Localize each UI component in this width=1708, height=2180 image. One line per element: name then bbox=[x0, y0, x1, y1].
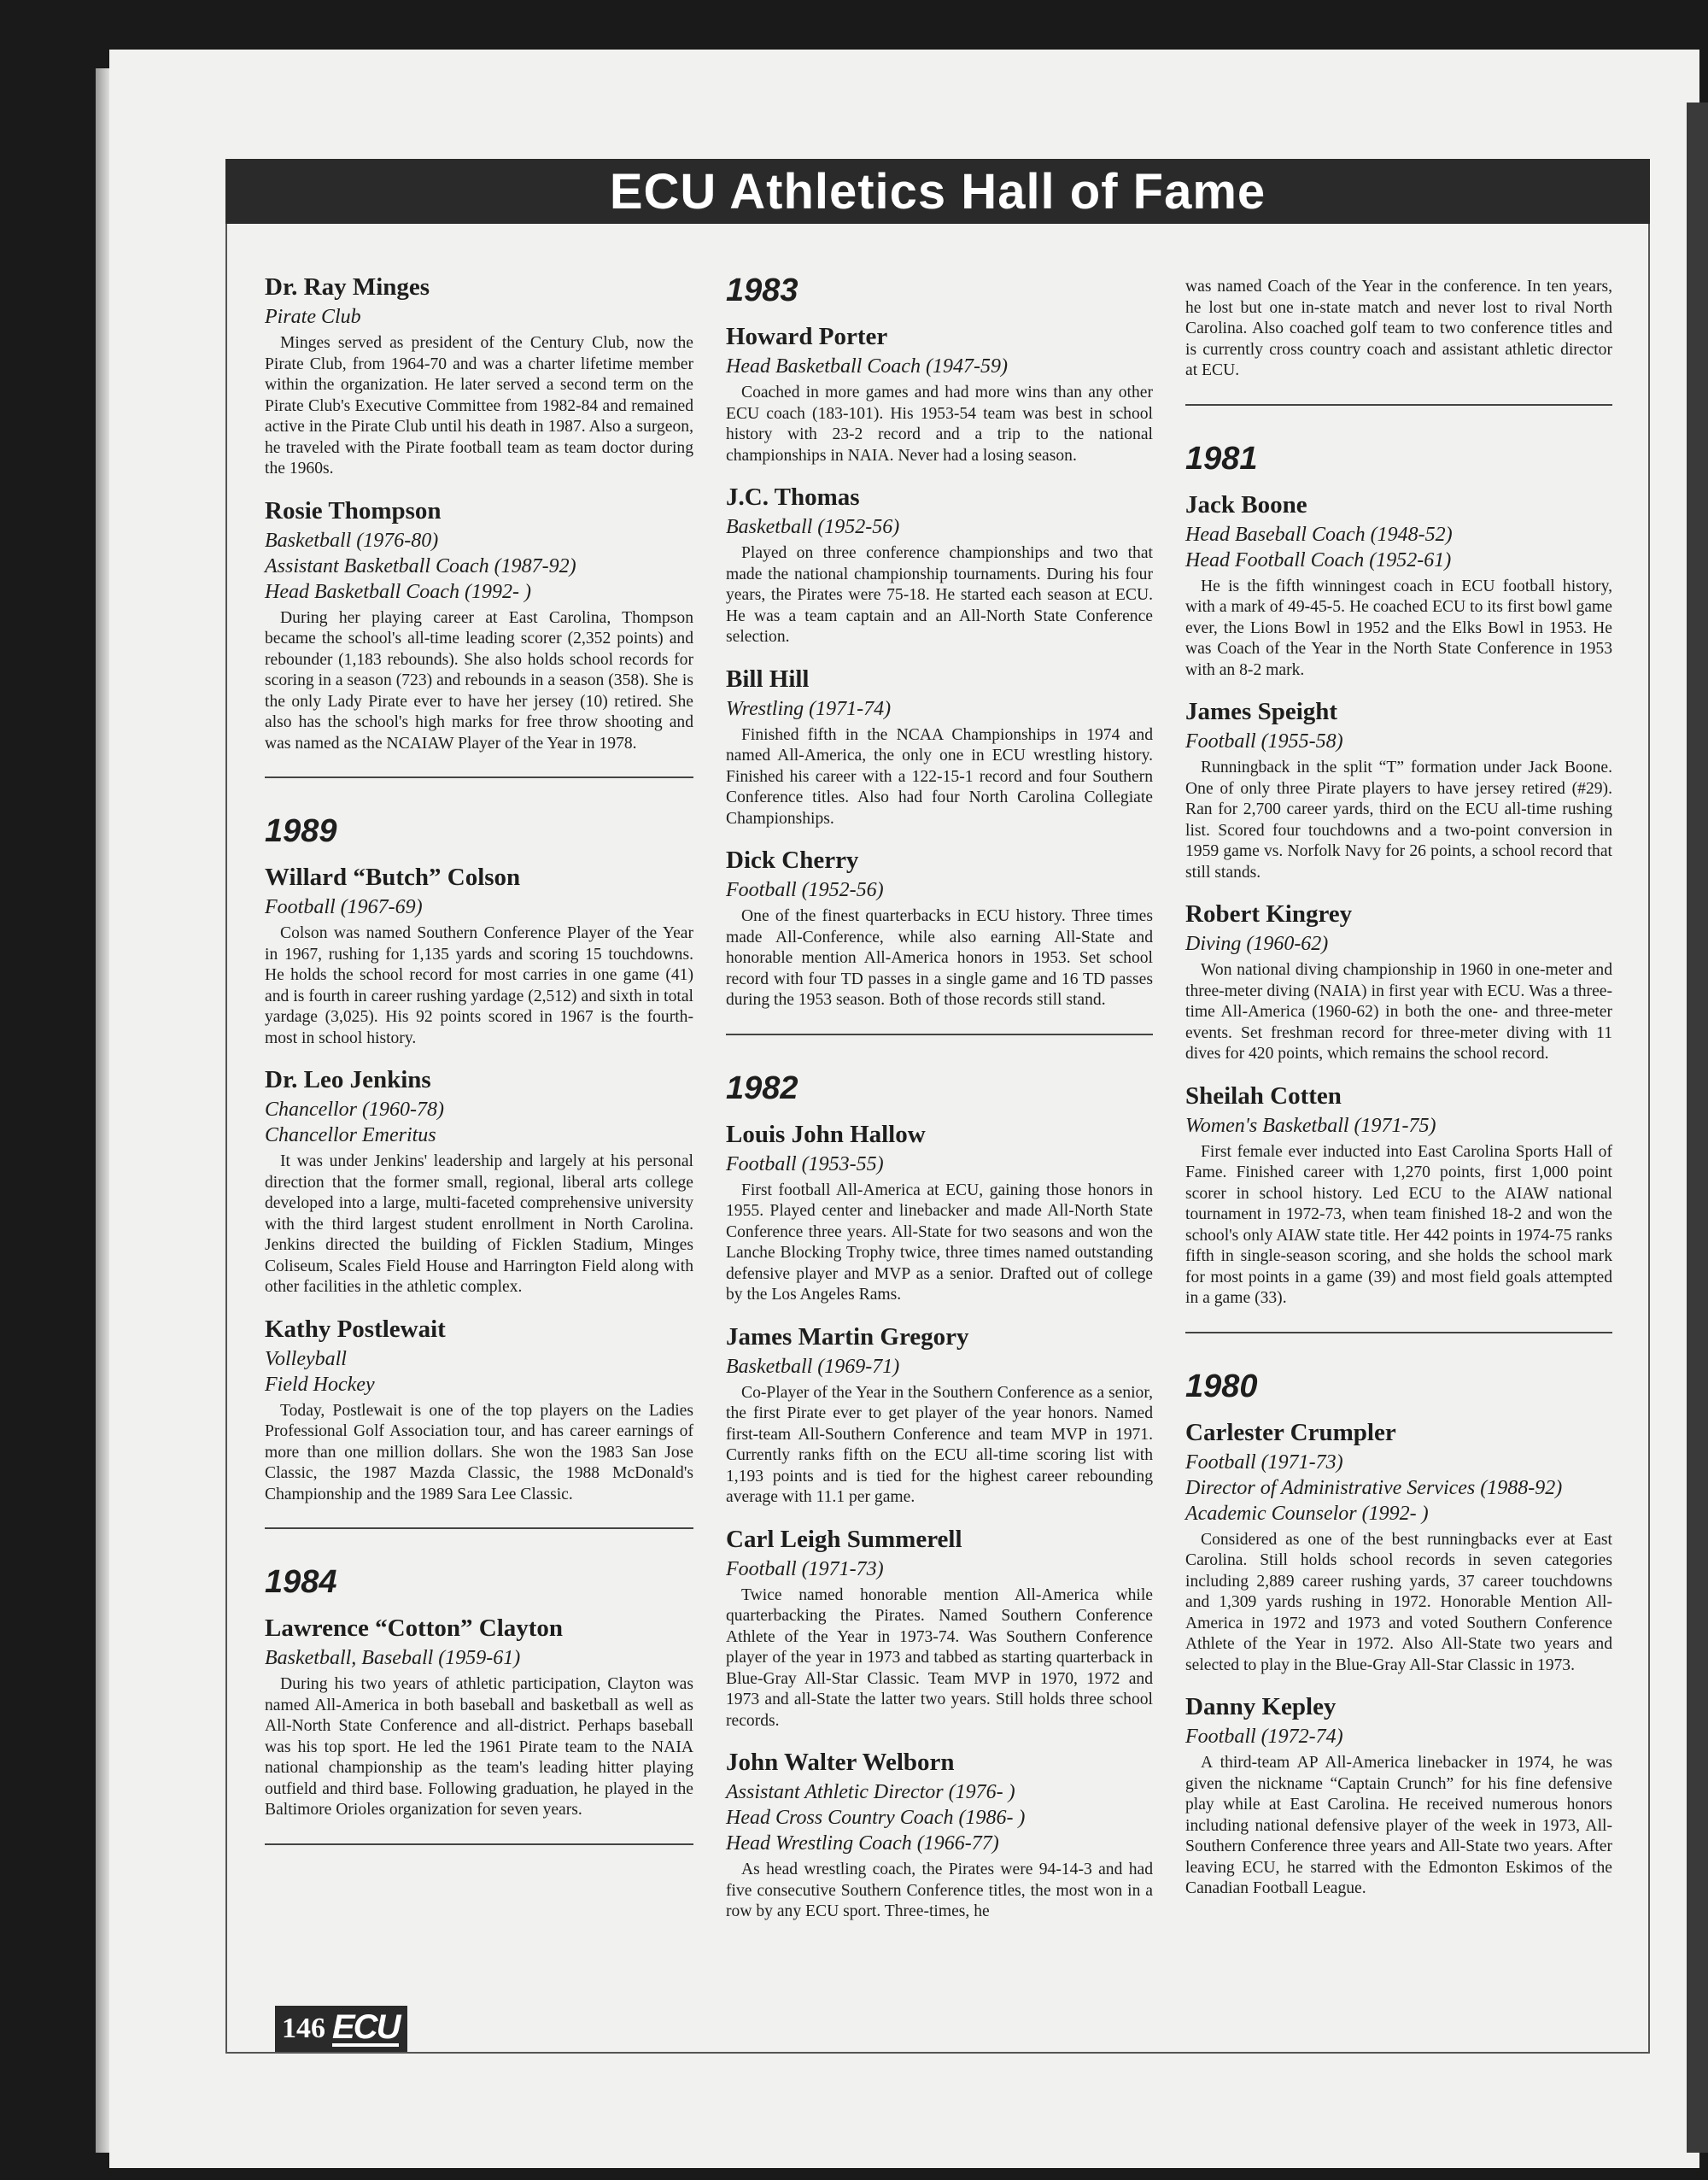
col1-entries bbox=[265, 272, 693, 754]
inductee-role: Pirate Club bbox=[265, 306, 361, 328]
hall-of-fame-entry bbox=[726, 482, 1153, 648]
book-spine bbox=[1687, 103, 1708, 2153]
column-1 bbox=[265, 272, 693, 1879]
hall-of-fame-entry bbox=[726, 1747, 1153, 1923]
inductee-name: J.C. Thomas bbox=[726, 483, 860, 511]
inductee-name: James Speight bbox=[1185, 698, 1338, 725]
col3b-entries bbox=[1185, 1417, 1612, 1900]
inductee-role: Field Hockey bbox=[265, 1373, 375, 1396]
inductee-role: Academic Counselor (1992- ) bbox=[1185, 1502, 1429, 1525]
year-heading-1984: 1984 bbox=[265, 1564, 337, 1600]
section-divider bbox=[265, 1527, 693, 1529]
year-heading-1980: 1980 bbox=[1185, 1368, 1258, 1404]
col1b-entries bbox=[265, 862, 693, 1505]
inductee-role: Basketball, Baseball (1959-61) bbox=[265, 1647, 521, 1669]
inductee-bio: During her playing career at East Carolina, Thompson became the school's all-time leading scorer (2,352 points) and rebounder (1,183 rebounds). She also holds school records for scoring in a season (723) and rebounds in a season (358). She is the only Lady Pirate ever to have her jersey (10) retired. She also has the school's high marks for free throw shooting and was named as the NCAIAW Player of the Year in 1978. bbox=[265, 608, 693, 753]
inductee-name: John Walter Welborn bbox=[726, 1749, 955, 1776]
column-3 bbox=[1185, 277, 1612, 1915]
inductee-role: Football (1953-55) bbox=[726, 1152, 884, 1175]
inductee-name: Carl Leigh Summerell bbox=[726, 1525, 962, 1553]
section-divider bbox=[265, 776, 693, 778]
inductee-role: Assistant Basketball Coach (1987-92) bbox=[265, 554, 576, 577]
col3a-entries bbox=[1185, 489, 1612, 1310]
inductee-name: Robert Kingrey bbox=[1185, 900, 1353, 928]
inductee-role: Head Basketball Coach (1992- ) bbox=[265, 580, 531, 603]
inductee-role: Director of Administrative Services (1988-92) bbox=[1185, 1476, 1563, 1499]
inductee-role: Basketball (1952-56) bbox=[726, 516, 900, 538]
inductee-bio: Today, Postlewait is one of the top players on the Ladies Professional Golf Association tour, and has career earnings of more than one million dollars. She won the 1983 San Jose Classic, the 1987 Mazda Classic, the 1988 McDonald's Championship and the 1989 Sara Lee Classic. bbox=[265, 1401, 693, 1503]
hall-of-fame-entry bbox=[1185, 1417, 1612, 1677]
inductee-bio: Minges served as president of the Century Club, now the Pirate Club, from 1964-70 and was a charter lifetime member within the organization. He later served a second term on the Pirate Club's Executive Committee from 1982-84 and remained active in the Pirate Club until his death in 1987. Also a surgeon, he traveled with the Pirate football team as team doctor during the 1960s. bbox=[265, 334, 693, 478]
inductee-name: Lawrence “Cotton” Clayton bbox=[265, 1614, 564, 1642]
inductee-name: Dr. Ray Minges bbox=[265, 273, 430, 301]
inductee-bio: First female ever inducted into East Carolina Sports Hall of Fame. Finished career with 1,270 points, first 1,000 point scorer in school history. Led ECU to the AIAW national tournament in 1972-73, when team finished 18-2 and won the school's only AIAW state title. Her 442 points in 1974-75 ranks fifth in single-season scoring, and she holds the school mark for most points in a game (39) and most field goals attempted in a game (33). bbox=[1185, 1142, 1612, 1307]
inductee-bio: During his two years of athletic participation, Clayton was named All-America in both baseball and basketball as well as All-North State Conference and all-district. Perhaps baseball was his top sport. He led the 1961 Pirate team to the NAIA national championship as the team's leading hitter playing outfield and third base. Following graduation, he played in the Baltimore Orioles organization for seven years. bbox=[265, 1675, 693, 1819]
inductee-name: Dr. Leo Jenkins bbox=[265, 1066, 431, 1093]
inductee-name: Bill Hill bbox=[726, 665, 810, 693]
inductee-bio: Runningback in the split “T” formation under Jack Boone. One of only three Pirate players to have jersey retired (#29). Ran for 2,700 career yards, third on the ECU all-time rushing list. Scored four touchdowns and a two-point conversion in 1959 game vs. Norfolk Navy for 26 points, a school record that still stands. bbox=[1185, 759, 1612, 882]
hall-of-fame-entry bbox=[1185, 489, 1612, 682]
inductee-name: Sheilah Cotten bbox=[1185, 1081, 1342, 1110]
hall-of-fame-entry bbox=[1185, 1691, 1612, 1900]
hall-of-fame-entry bbox=[726, 1119, 1153, 1306]
inductee-bio: A third-team AP All-America linebacker in 1974, he was given the nickname “Captain Crunch” for his fine defensive play while at East Carolina. He received numerous honors including national defensive player of the week in 1973, All-Southern Conference three years and All-State two years. After leaving ECU, he starred with the Edmonton Eskimos of the Canadian Football League. bbox=[1185, 1754, 1612, 1897]
col1c-entries bbox=[265, 1613, 693, 1821]
section-divider bbox=[726, 1034, 1153, 1035]
section-divider bbox=[1185, 404, 1612, 406]
ecu-logo-text: ECU bbox=[332, 2008, 400, 2046]
page-footer bbox=[275, 2006, 407, 2052]
inductee-role: Football (1972-74) bbox=[1185, 1726, 1343, 1748]
inductee-bio: It was under Jenkins' leadership and largely at his personal direction that the former small, regional, liberal arts college developed into a large, multi-faceted comprehensive university with the third largest student enrollment in North Carolina. Jenkins directed the building of Ficklen Stadium, Minges Coliseum, Scales Field House and Harrington Field along with other facilities in the athletic complex. bbox=[265, 1152, 693, 1296]
inductee-name: Carlester Crumpler bbox=[1185, 1418, 1396, 1446]
inductee-bio: Won national diving championship in 1960 in one-meter and three-meter diving (NAIA) in first year with ECU. Was a three-time All-America (1960-62) in both the one- and three-meter events. Set freshman record for three-meter diving with 11 dives for 420 points, which remains the school record. bbox=[1185, 961, 1612, 1063]
hall-of-fame-entry bbox=[265, 1613, 693, 1821]
inductee-bio: Colson was named Southern Conference Player of the Year in 1967, rushing for 1,135 yards and scoring 15 touchdowns. He holds the school record for most carries in one game (41) and is fourth in career rushing yardage (2,512) and sixth in total yardage (3,025). His 92 points scored in 1967 is the fourth-most in school history. bbox=[265, 924, 693, 1047]
inductee-bio: As head wrestling coach, the Pirates were 94-14-3 and had five consecutive Southern Conference titles, the most won in a row by any ECU sport. Three-times, he bbox=[726, 1861, 1153, 1920]
hall-of-fame-entry bbox=[265, 495, 693, 755]
inductee-bio: Considered as one of the best runningbacks ever at East Carolina. Still holds school records in seven categories including 2,889 career rushing yards, 37 career touchdowns and 1,309 yards rushing in 1972. Honorable Mention All-America in 1972 and 1973 and voted Southern Conference Athlete of the Year in 1972. Also All-State two years and selected to play in the Blue-Gray All-Star Classic in 1973. bbox=[1185, 1530, 1612, 1674]
inductee-role: Head Baseball Coach (1948-52) bbox=[1185, 523, 1453, 546]
year-heading-1983: 1983 bbox=[726, 272, 798, 308]
inductee-bio: Played on three conference championships and two that made the national championship tournaments. During his four years, the Pirates were 75-18. He started each season at ECU. He was a team captain and an All-North State Conference selection. bbox=[726, 544, 1153, 646]
hall-of-fame-entry bbox=[265, 862, 693, 1049]
page-number: 146 bbox=[275, 2006, 330, 2052]
inductee-role: Basketball (1969-71) bbox=[726, 1355, 900, 1378]
hall-of-fame-entry bbox=[265, 1314, 693, 1506]
hall-of-fame-entry bbox=[265, 272, 693, 480]
inductee-role: Football (1952-56) bbox=[726, 879, 884, 901]
inductee-name: James Martin Gregory bbox=[726, 1322, 969, 1351]
year-heading-1982: 1982 bbox=[726, 1069, 798, 1106]
hall-of-fame-entry bbox=[726, 664, 1153, 830]
ecu-logo bbox=[330, 2006, 407, 2052]
col2b-entries bbox=[726, 1119, 1153, 1923]
page-title: ECU Athletics Hall of Fame bbox=[609, 163, 1266, 220]
inductee-name: Danny Kepley bbox=[1185, 1693, 1337, 1720]
section-divider bbox=[265, 1843, 693, 1845]
hall-of-fame-entry bbox=[1185, 696, 1612, 883]
hall-of-fame-entry bbox=[726, 1524, 1153, 1732]
hall-of-fame-entry bbox=[1185, 1081, 1612, 1310]
inductee-name: Louis John Hallow bbox=[726, 1120, 926, 1148]
inductee-role: Football (1971-73) bbox=[1185, 1450, 1343, 1474]
hall-of-fame-entry bbox=[726, 321, 1153, 466]
inductee-role: Assistant Athletic Director (1976- ) bbox=[726, 1781, 1015, 1803]
inductee-bio: Coached in more games and had more wins than any other ECU coach (183-101). His 1953-54 team was best in school history with 23-2 record and a trip to the national championships in NAIA. Never had a losing season. bbox=[726, 384, 1153, 465]
inductee-role: Volleyball bbox=[265, 1347, 347, 1370]
inductee-name: Dick Cherry bbox=[726, 847, 859, 874]
inductee-name: Rosie Thompson bbox=[265, 496, 442, 524]
hall-of-fame-entry bbox=[1185, 899, 1612, 1065]
inductee-name: Howard Porter bbox=[726, 323, 888, 350]
inductee-bio: Co-Player of the Year in the Southern Conference as a senior, the first Pirate ever to get player of the year honors. Named first-team All-Southern Conference and team MVP in 1971. Currently ranks fifth on the ECU all-time scoring list with 1,193 points and is tied for the highest career rebounding average with 11.1 per game. bbox=[726, 1383, 1153, 1506]
year-heading-1989: 1989 bbox=[265, 813, 337, 849]
inductee-role: Chancellor Emeritus bbox=[265, 1124, 436, 1146]
inductee-role: Women's Basketball (1971-75) bbox=[1185, 1114, 1436, 1137]
inductee-role: Head Football Coach (1952-61) bbox=[1185, 548, 1452, 571]
inductee-role: Diving (1960-62) bbox=[1185, 933, 1329, 955]
inductee-bio: Finished fifth in the NCAA Championships in 1974 and named All-America, the only one in ECU wrestling history. Finished his career with a 122-15-1 record and four Southern Conference titles. Also had four North Carolina Collegiate Championships. bbox=[726, 725, 1153, 828]
inductee-name: Willard “Butch” Colson bbox=[265, 864, 521, 891]
year-heading-1981: 1981 bbox=[1185, 440, 1258, 477]
inductee-role: Football (1955-58) bbox=[1185, 730, 1343, 753]
inductee-name: Jack Boone bbox=[1185, 490, 1307, 519]
inductee-role: Basketball (1976-80) bbox=[265, 529, 439, 552]
inductee-role: Head Basketball Coach (1947-59) bbox=[726, 355, 1008, 378]
continued-bio: was named Coach of the Year in the conference. In ten years, he lost but one in-state match and never lost to rival North Carolina. Also coached golf team to two conference titles and is currently cross country coach and assistant athletic director at ECU. bbox=[1185, 278, 1612, 379]
inductee-role: Head Cross Country Coach (1986- ) bbox=[726, 1807, 1026, 1829]
inductee-bio: He is the fifth winningest coach in ECU football history, with a mark of 49-45-5. He coached ECU to its first bowl game ever, the Lions Bowl in 1952 and the Elks Bowl in 1953. He was Coach of the Year in the North State Conference in 1953 with an 8-2 mark. bbox=[1185, 577, 1612, 679]
inductee-role: Wrestling (1971-74) bbox=[726, 697, 892, 720]
inductee-bio: Twice named honorable mention All-America while quarterbacking the Pirates. Named Southern Conference Athlete of the Year in 1973-74. Was Southern Conference player of the year in 1973 and tabbed as starting quarterback in Blue-Gray All-Star Classic. Team MVP in 1970, 1972 and 1973 and all-State the latter two years. Still holds three school records. bbox=[726, 1585, 1153, 1730]
inductee-role: Football (1967-69) bbox=[265, 896, 423, 918]
hall-of-fame-entry bbox=[726, 1321, 1153, 1509]
title-banner bbox=[225, 159, 1650, 224]
hall-of-fame-entry bbox=[265, 1064, 693, 1298]
inductee-role: Football (1971-73) bbox=[726, 1557, 884, 1580]
inductee-role: Head Wrestling Coach (1966-77) bbox=[726, 1832, 999, 1855]
col2a-entries bbox=[726, 321, 1153, 1011]
inductee-bio: First football All-America at ECU, gaining those honors in 1955. Played center and linebacker and made All-North State Conference three years. All-State for two seasons and won the Lanche Blocking Trophy twice, three times named outstanding defensive player and MVP as a senior. Drafted out of college by the Los Angeles Rams. bbox=[726, 1181, 1153, 1304]
inductee-name: Kathy Postlewait bbox=[265, 1315, 446, 1343]
hall-of-fame-entry bbox=[726, 845, 1153, 1011]
inductee-role: Chancellor (1960-78) bbox=[265, 1099, 444, 1121]
section-divider bbox=[1185, 1332, 1612, 1333]
inductee-bio: One of the finest quarterbacks in ECU history. Three times made All-Conference, while also earning All-State and honorable mention All-America honors in 1953. Set school record with four TD passes in a single game and 16 TD passes during the 1953 season. Both of those records still stand. bbox=[726, 907, 1153, 1009]
column-2 bbox=[726, 272, 1153, 1938]
